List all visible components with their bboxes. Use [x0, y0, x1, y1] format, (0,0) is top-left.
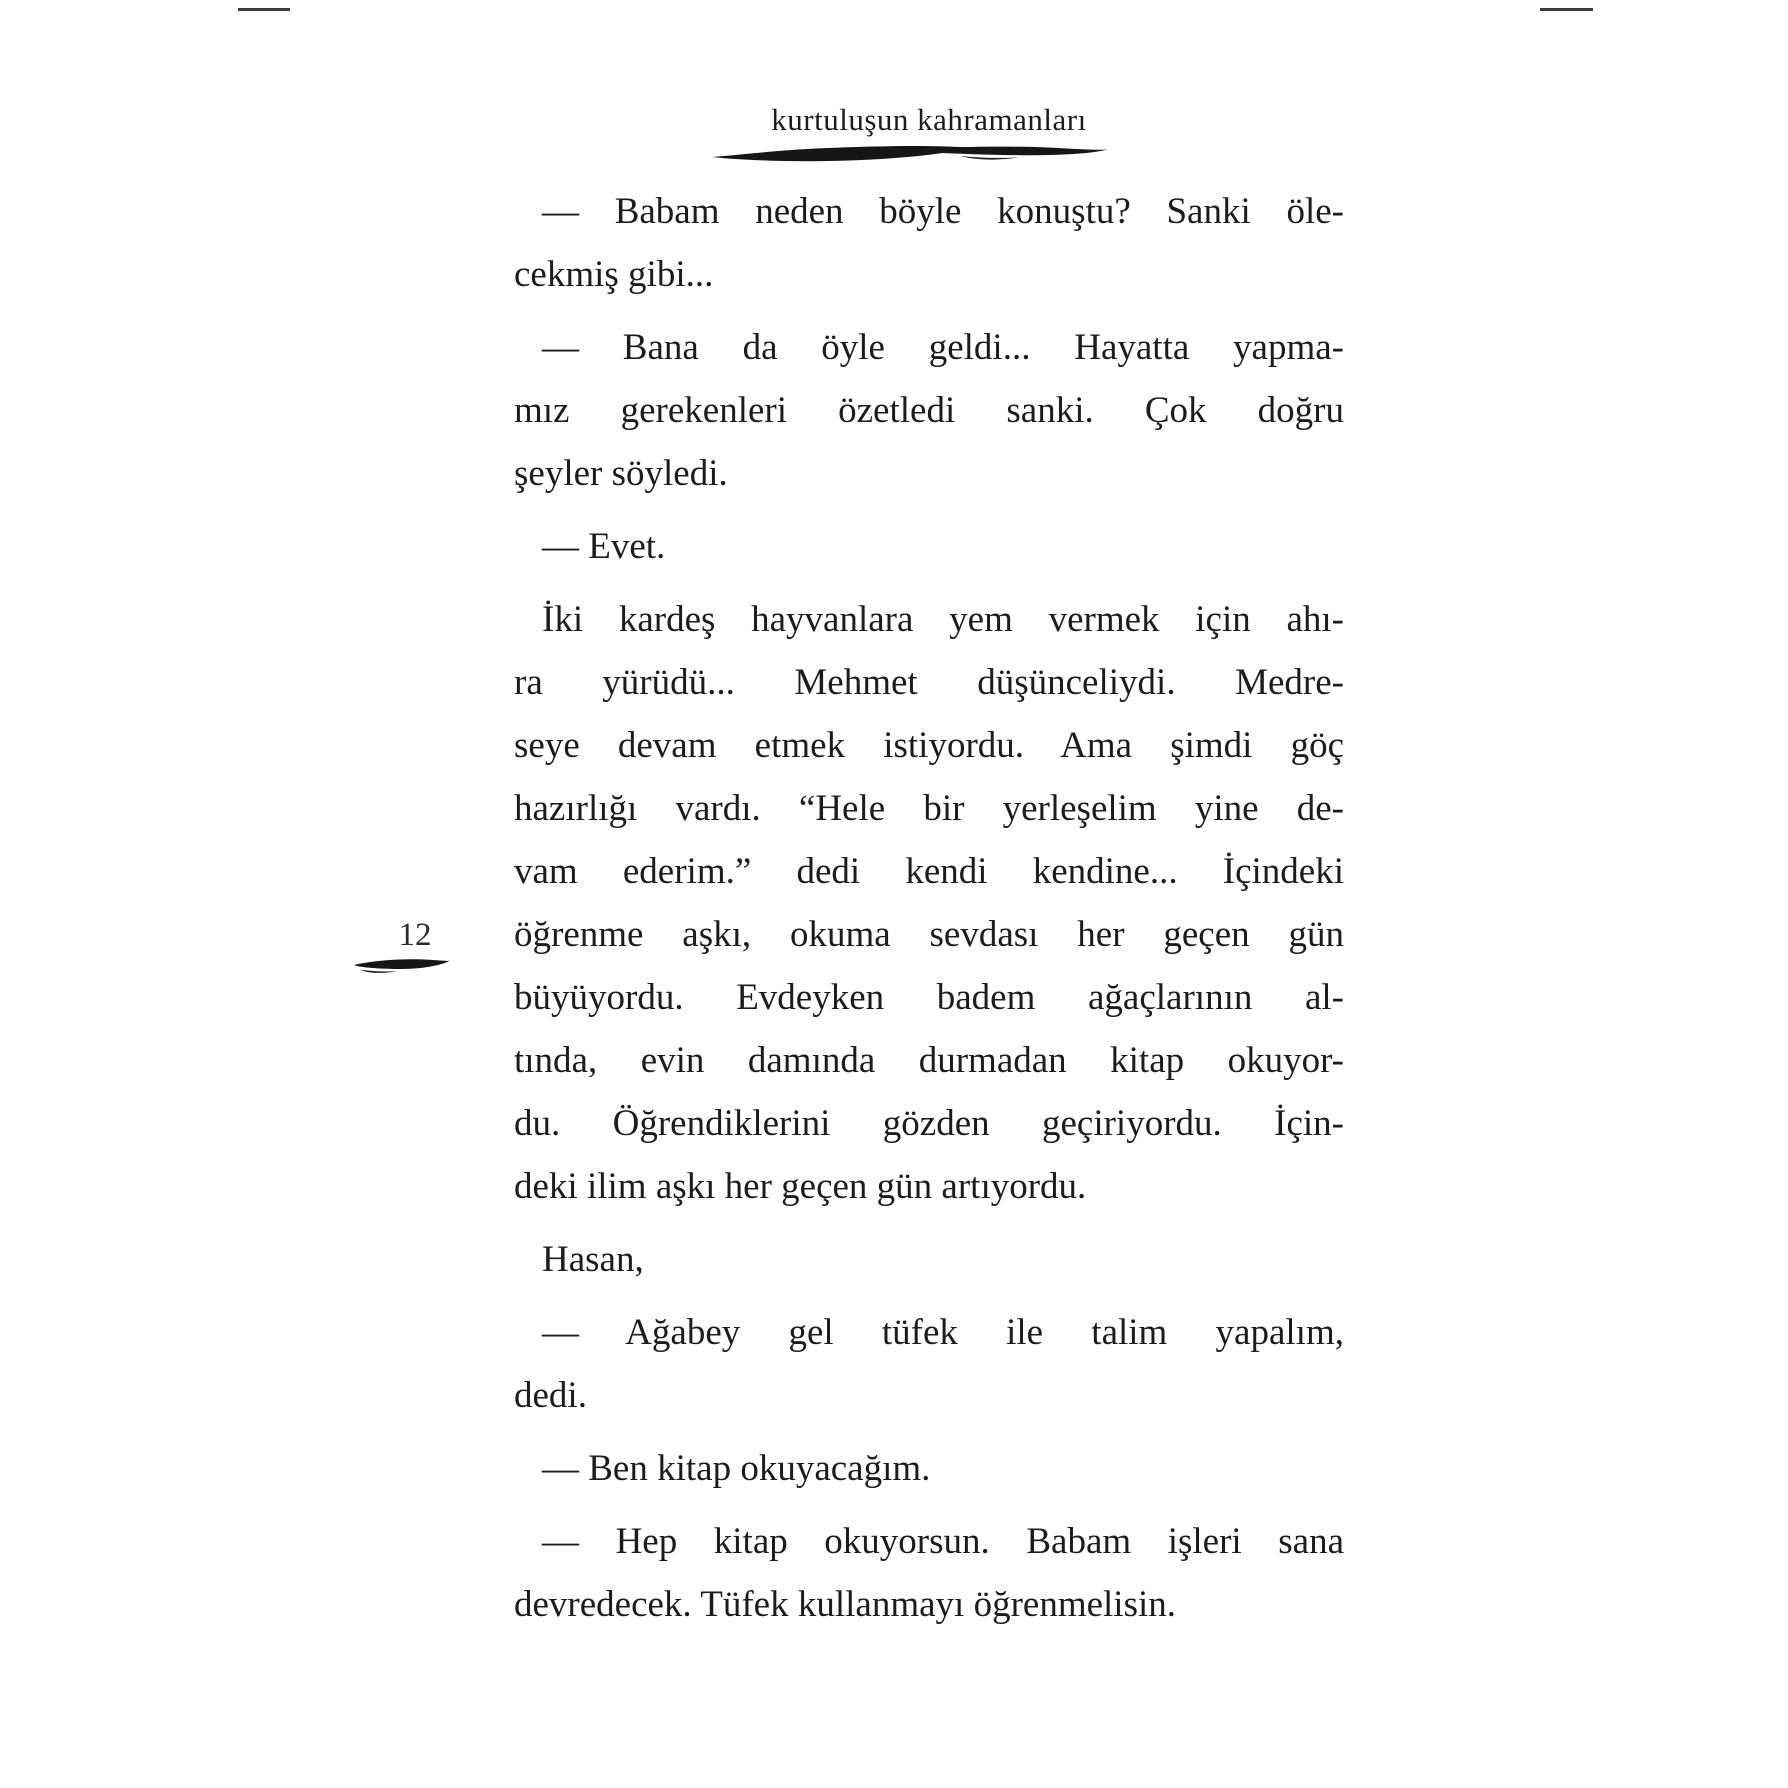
text-line: büyüyordu. Evdeyken badem ağaçlarının al-: [514, 977, 1344, 1018]
text-line: — Evet.: [542, 526, 666, 567]
text-line: — Bana da öyle geldi... Hayatta yapma-: [542, 327, 1344, 368]
text-line: devredecek. Tüfek kullanmayı öğrenmelisin.: [514, 1584, 1177, 1625]
text-line: ra yürüdü... Mehmet düşünceliydi. Medre-: [514, 662, 1344, 703]
text-line: — Babam neden böyle konuştu? Sanki öle-: [542, 191, 1344, 232]
brush-stroke-icon: [352, 953, 452, 977]
text-line: cekmiş gibi...: [514, 254, 714, 295]
text-line: hazırlığı vardı. “Hele bir yerleşelim yine de-: [514, 788, 1344, 829]
body-text: [514, 180, 1344, 1636]
paragraph: [514, 1228, 1344, 1291]
text-line: — Ben kitap okuyacağım.: [542, 1448, 931, 1489]
text-line: du. Öğrendiklerini gözden geçiriyordu. İçin-: [514, 1103, 1344, 1144]
text-line: vam ederim.” dedi kendi kendine... İçindeki: [514, 851, 1344, 892]
paragraph: [514, 316, 1344, 505]
paragraph: [514, 1437, 1344, 1500]
paragraph: [514, 1510, 1344, 1636]
text-line: dedi.: [514, 1375, 587, 1416]
text-line: şeyler söyledi.: [514, 453, 728, 494]
text-line: mız gerekenleri özetledi sanki. Çok doğru: [514, 390, 1344, 431]
text-line: tında, evin damında durmadan kitap okuyor-: [514, 1040, 1344, 1081]
paragraph: [514, 588, 1344, 1218]
text-line: — Ağabey gel tüfek ile talim yapalım,: [542, 1312, 1344, 1353]
page-number: 12: [398, 917, 432, 953]
top-right-rule: [1540, 8, 1593, 11]
text-line: seye devam etmek istiyordu. Ama şimdi göç: [514, 725, 1344, 766]
top-left-rule: [238, 8, 290, 11]
paragraph: [514, 180, 1344, 306]
text-line: deki ilim aşkı her geçen gün artıyordu.: [514, 1166, 1087, 1207]
text-line: — Hep kitap okuyorsun. Babam işleri sana: [542, 1521, 1344, 1562]
brush-stroke-icon: [710, 140, 1110, 168]
running-head-title: kurtuluşun kahramanları: [771, 102, 1087, 137]
paragraph: [514, 515, 1344, 578]
paragraph: [514, 1301, 1344, 1427]
text-line: İki kardeş hayvanlara yem vermek için ahı-: [542, 599, 1344, 640]
text-line: Hasan,: [542, 1239, 644, 1280]
text-line: öğrenme aşkı, okuma sevdası her geçen gün: [514, 914, 1344, 955]
